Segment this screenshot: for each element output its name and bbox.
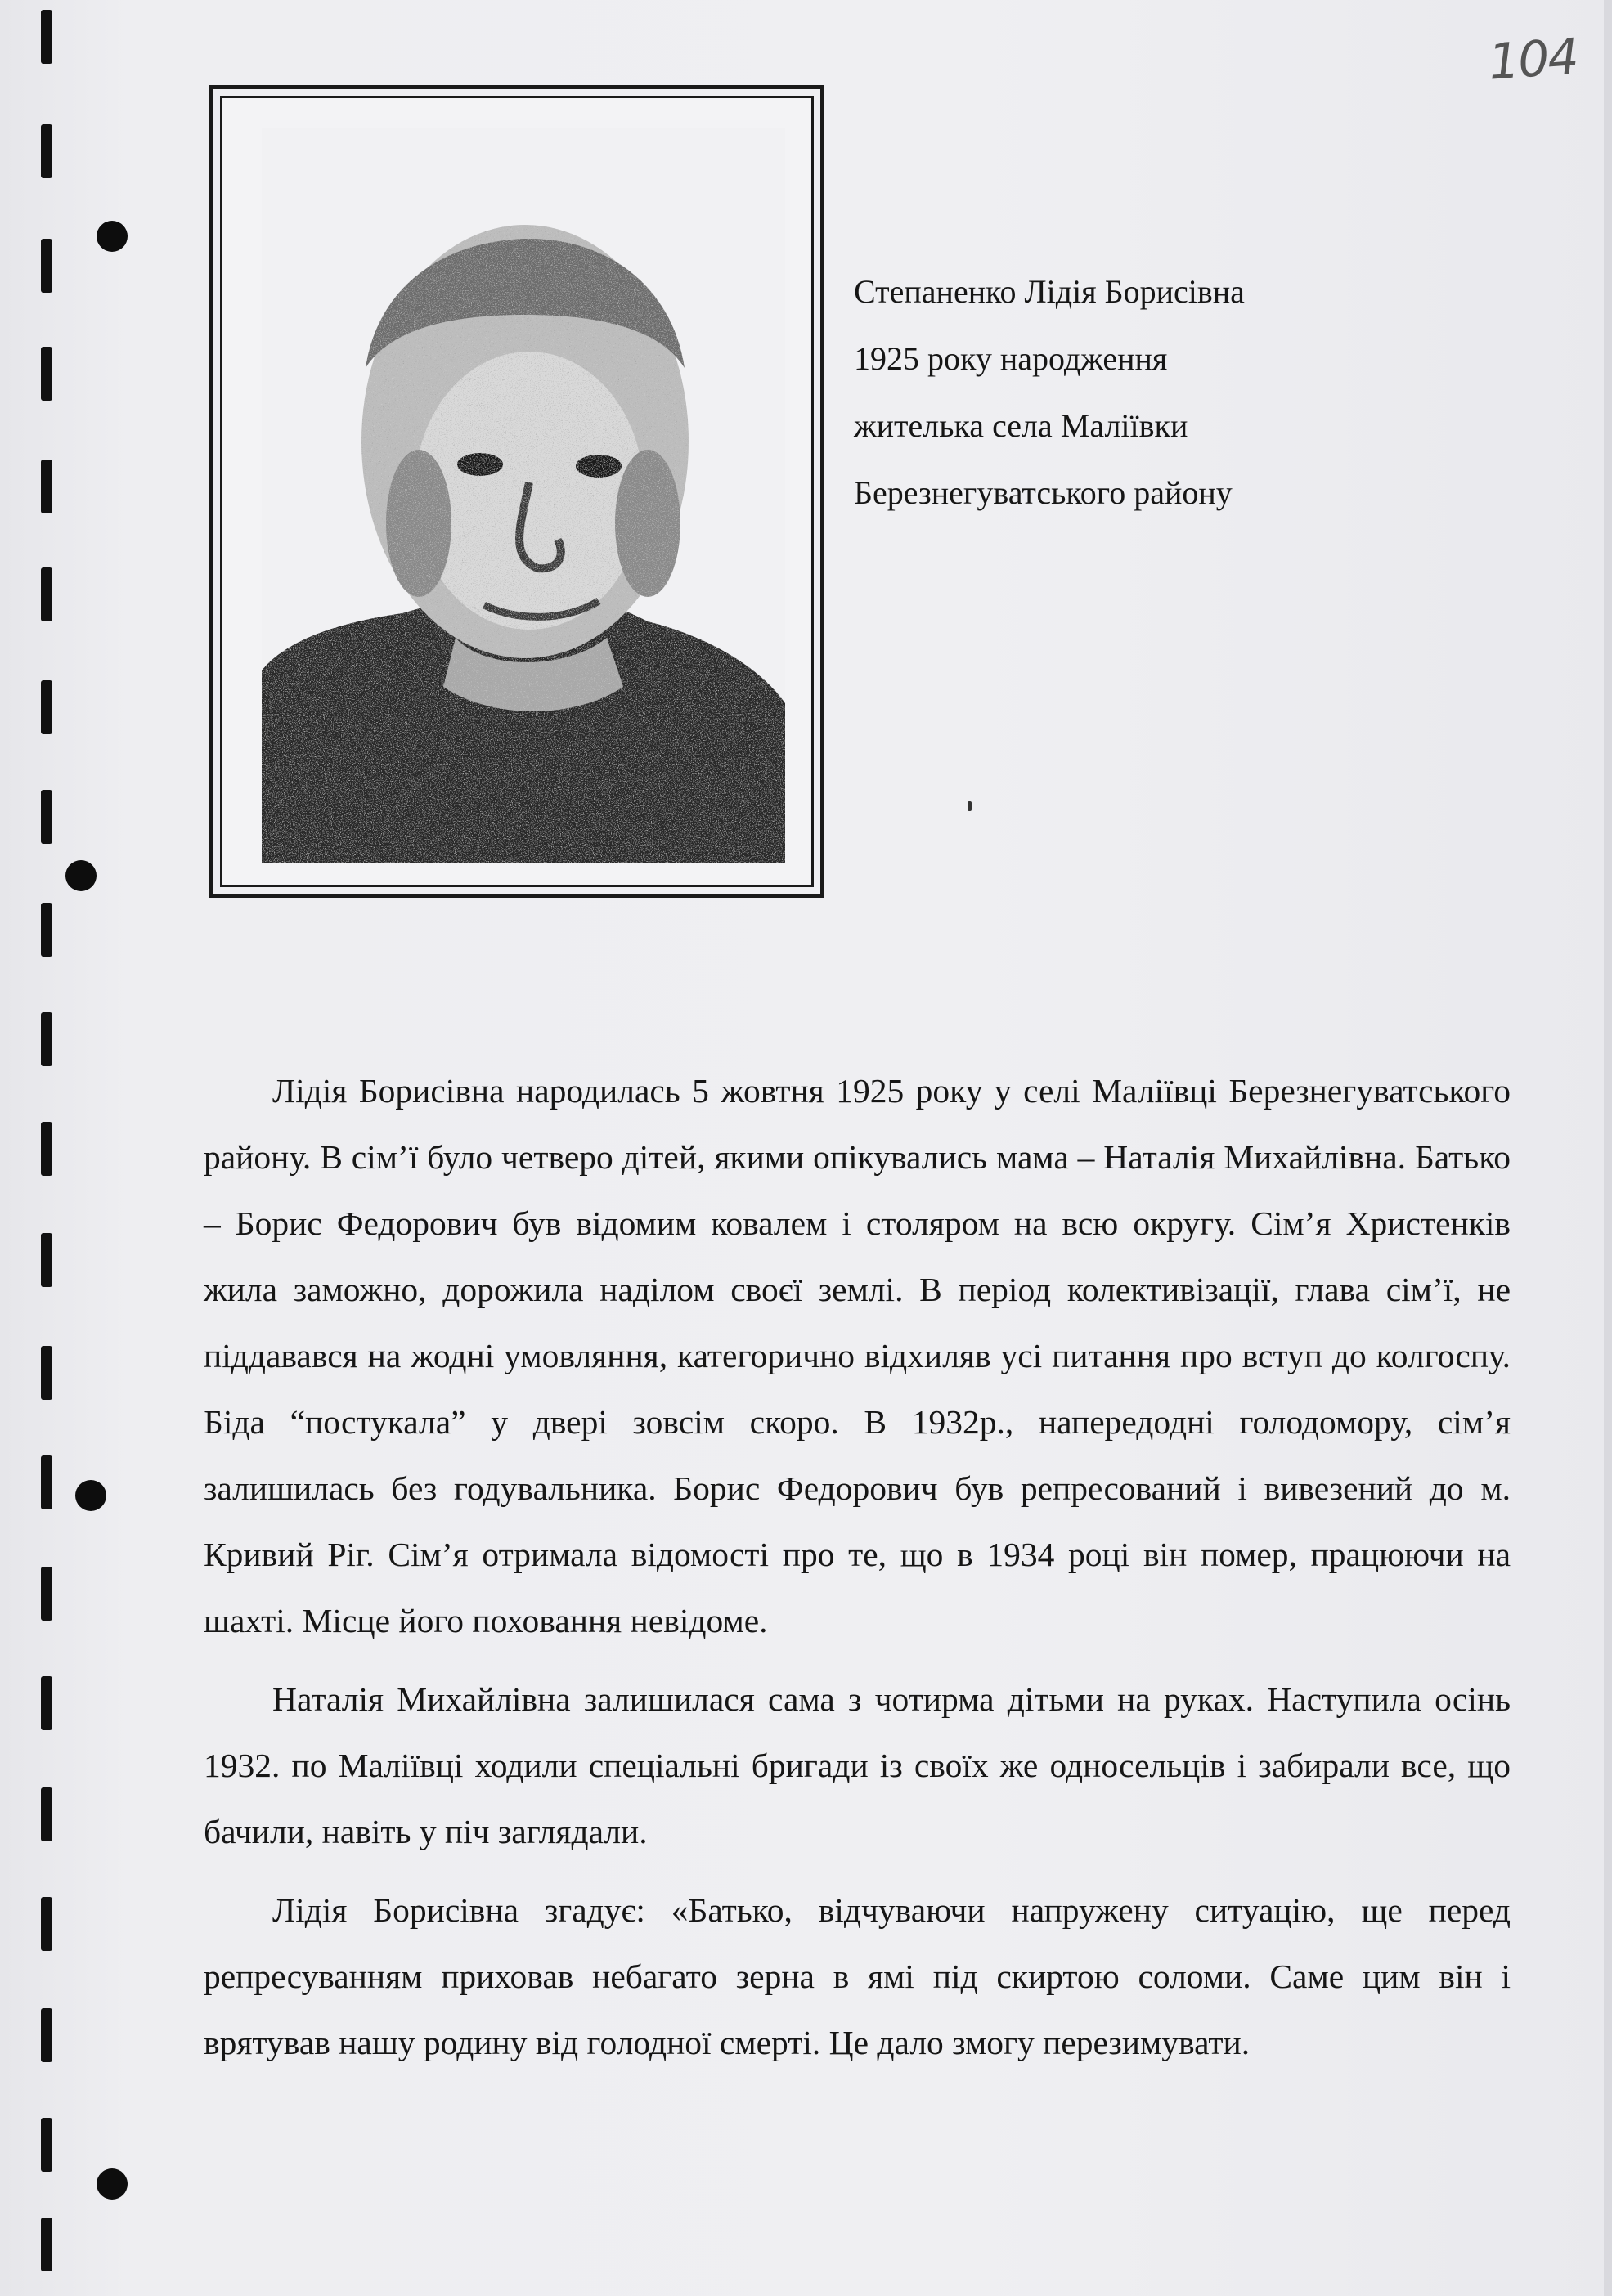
photo-inner-border <box>220 96 814 887</box>
paragraph: Лідія Борисівна народилась 5 жовтня 1925 року у селі Маліївці Березнегуватського району. В сім’ї було четверо дітей, якими опікувались мама – Наталія Михайлівна. Батько – Борис Федорович був відомим ковалем і столяром на всю округу. Сім’я Христенків жила заможно, дорожила наділом своєї землі. В період колективізації, глава сім’ї, не піддавався на жодні умовляння, категорично відхиляв усі питання про вступ до колгоспу. Біда “постукала” у двері зовсім скоро. В 1932р., напередодні голодомору, сім’я залишилась без годувальника. Борис Федорович був репресований і вивезений до м. Кривий Ріг. Сім’я отримала відомості про те, що в 1934 році він помер, працюючи на шахті. Місце його поховання невідоме. <box>204 1072 1511 1639</box>
binding-mark <box>41 790 52 844</box>
binding-mark <box>41 1567 52 1621</box>
binding-mark <box>41 124 52 178</box>
binding-mark <box>41 1346 52 1400</box>
punch-hole <box>97 221 128 252</box>
binding-mark <box>41 2118 52 2172</box>
photo-frame <box>209 85 824 898</box>
binding-mark <box>41 680 52 734</box>
punch-hole <box>65 860 97 891</box>
binding-mark <box>41 1012 52 1066</box>
binding-mark <box>41 903 52 957</box>
binding-mark <box>41 1122 52 1176</box>
paragraph: Наталія Михайлівна залишилася сама з чотирма дітьми на руках. Наступила осінь 1932. по Маліївці ходили спеціальні бригади із своїх же односельців і забирали все, що бачили, навіть у піч заглядали. <box>204 1680 1511 1850</box>
scan-speck <box>968 801 972 811</box>
caption-birth-year: 1925 року народження <box>854 340 1168 377</box>
binding-mark <box>41 1787 52 1841</box>
binding-mark <box>41 2218 52 2271</box>
caption-block <box>854 258 1492 527</box>
punch-hole <box>75 1480 106 1511</box>
binding-mark <box>41 1233 52 1287</box>
binding-mark <box>41 460 52 513</box>
binding-mark <box>41 2008 52 2062</box>
binding-mark <box>41 1676 52 1730</box>
portrait-photo <box>222 98 815 888</box>
binding-mark <box>41 347 52 401</box>
punch-hole <box>97 2168 128 2200</box>
caption-name: Степаненко Лідія Борисівна <box>854 273 1245 310</box>
body-text <box>204 1058 1511 2088</box>
binding-mark <box>41 10 52 64</box>
binding-mark <box>41 1455 52 1509</box>
binding-mark <box>41 1897 52 1951</box>
scan-edge <box>1604 0 1612 2296</box>
page-number: 104 <box>1486 28 1579 92</box>
caption-district: Березнегуватського району <box>854 474 1233 511</box>
caption-village: жителька села Маліївки <box>854 407 1188 444</box>
binding-mark <box>41 239 52 293</box>
binding-mark <box>41 567 52 621</box>
paragraph: Лідія Борисівна згадує: «Батько, відчуваючи напружену ситуацію, ще перед репресуванням приховав небагато зерна в ямі під скиртою соломи. Саме цим він і врятував нашу родину від голодної смерті. Це дало змогу перезимувати. <box>204 1891 1511 2061</box>
